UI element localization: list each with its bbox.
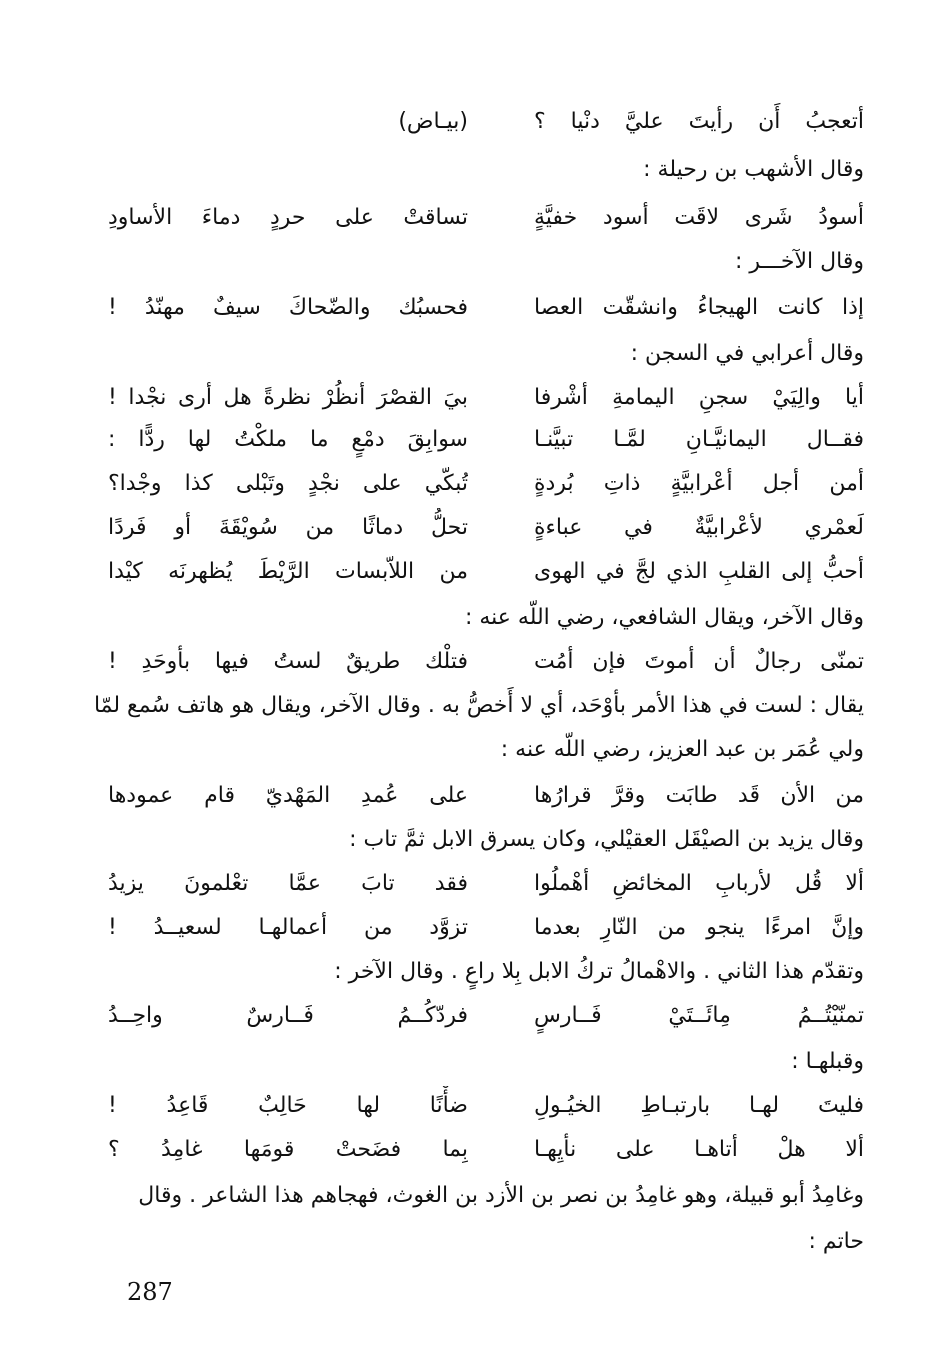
verse-second-hemistich: تزوَّد من أعمالهـا لسعيــدُ ! (108, 915, 468, 940)
verse-first-hemistich: فليتَ لهـا بارتبـاطِ الخيُـولِ (534, 1093, 864, 1118)
verse-second-hemistich: تُبكّي على نجْدٍ وتَبْلى كذا وجْدا؟ (108, 471, 468, 496)
prose-line: يقال : لست في هذا الأمر بأوْحَد، أي لا أَخصُّ به . وقال الآخر، ويقال هو هاتف سُمع لمّا (93, 693, 864, 718)
prose-line: وقبلهـا : (791, 1049, 864, 1074)
verse-line (108, 102, 864, 142)
verse-first-hemistich: من الأن قَد طابَت وقرَّ قرارُها (534, 783, 864, 808)
verse-line (108, 996, 864, 1036)
prose-line: وقال يزيد بن الصيْقَل العقيْلي، وكان يسرق الابل ثمَّ تاب : (349, 827, 864, 852)
verse-second-hemistich: ضأْنًا لها حَالِبٌ قَاعِدُ ! (108, 1093, 468, 1118)
prose-line: وقال الآخـــر : (735, 249, 864, 274)
prose-line: حاتم : (808, 1229, 864, 1254)
verse-first-hemistich: تمنّيْتُــمُ مِائَــتَيْ فَــارسٍ (534, 1003, 864, 1028)
verse-first-hemistich: تمنّى رجالٌ أن أموتَ فإن أمُت (534, 649, 864, 674)
verse-line (108, 1086, 864, 1126)
verse-line (108, 776, 864, 816)
verse-first-hemistich: أحبُّ إلى القلبِ الذي لجَّ في الهوى (534, 559, 864, 584)
prose-line: ولي عُمَر بن عبد العزيز، رضي اللّه عنه : (500, 737, 864, 762)
verse-second-hemistich: بيَ القصْرَ أنظُرْ نظرةً هل أرى نجْدا ! (108, 385, 468, 410)
verse-line (108, 508, 864, 548)
verse-second-hemistich: فحسبُك والضّحاكَ سيفٌ مهنّدُ ! (108, 295, 468, 320)
verse-first-hemistich: ألا قُل لأربابِ المخائضِ أهْملُوا (534, 871, 864, 896)
prose-line: وتقدّم هذا الثاني . والاهْمالُ تركُ الابل بِلا راعٍ . وقال الآخر : (334, 959, 864, 984)
verse-second-hemistich: على عُمدِ المَهْديّ قام عمودها (108, 783, 468, 808)
verse-line (108, 552, 864, 592)
verse-line (108, 864, 864, 904)
verse-line (108, 642, 864, 682)
verse-line (108, 198, 864, 238)
verse-first-hemistich: إذا كانت الهيجاءُ وانشقّت العصا (534, 295, 864, 320)
verse-line (108, 1130, 864, 1170)
verse-second-hemistich: بِما فضَحتْ قومَها غامِدُ ؟ (108, 1137, 468, 1162)
verse-first-hemistich: أتعجبُ أَن رأيتَ عليَّ دنْيا ؟ (534, 109, 864, 134)
verse-first-hemistich: فقــال اليمانيَّـانِ لمَّـا تبيَّنـا (534, 427, 864, 452)
verse-first-hemistich: أسودُ شَرى لاقَت أسود خفيَّةٍ (534, 205, 864, 230)
verse-first-hemistich: أمن أجل أعْرابيَّةٍ ذاتِ بُردةٍ (534, 471, 864, 496)
verse-second-hemistich: تساقتْ على حردٍ دماءَ الأساودِ (108, 205, 468, 230)
verse-line (108, 464, 864, 504)
verse-second-hemistich: تحلُّ دماثًا من سُويْقَةَ أو فَردًا (108, 515, 468, 540)
verse-first-hemistich: وإنَّ امرءًا ينجو من النّارِ بعدما (534, 915, 864, 940)
prose-line: وقال أعرابي في السجن : (630, 341, 864, 366)
verse-second-hemistich: (بيـاض) (398, 109, 468, 134)
verse-first-hemistich: ألا هلْ أتاهـا على نأيِهـا (534, 1137, 864, 1162)
verse-second-hemistich: فردّكُــمُ فَــارسٌ واحِــدُ (108, 1003, 468, 1028)
verse-second-hemistich: فقد تابَ عمَّا تعْلمونَ يزيدُ (108, 871, 468, 896)
verse-second-hemistich: سوابِقَ دمْعٍ ما ملكْتُ لها ردًّا : (108, 427, 468, 452)
prose-line: وغامِدُ أبو قبيلة، وهو غامِدُ بن نصر بن الأزد بن الغوث، فهجاهم هذا الشاعر . وقال (138, 1183, 864, 1208)
verse-first-hemistich: أيا والِيَيْ سجنِ اليمامةِ أشْرفا (534, 385, 864, 410)
verse-line (108, 288, 864, 328)
verse-second-hemistich: فتلْك طريقٌ لستُ فيها بأوحَدِ ! (108, 649, 468, 674)
verse-line (108, 908, 864, 948)
verse-line (108, 378, 864, 418)
verse-second-hemistich: من اللاّبسات الرَّيْطَ يُظهرنَه كيْدا (108, 559, 468, 584)
prose-line: وقال الأشهب بن رحيلة : (643, 157, 864, 182)
verse-line (108, 420, 864, 460)
verse-first-hemistich: لَعمْري لأعْرابيَّةٌ في عباءةٍ (534, 515, 864, 540)
page-number: 287 (127, 1278, 173, 1306)
prose-line: وقال الآخر، ويقال الشافعي، رضي اللّه عنه : (464, 605, 864, 630)
